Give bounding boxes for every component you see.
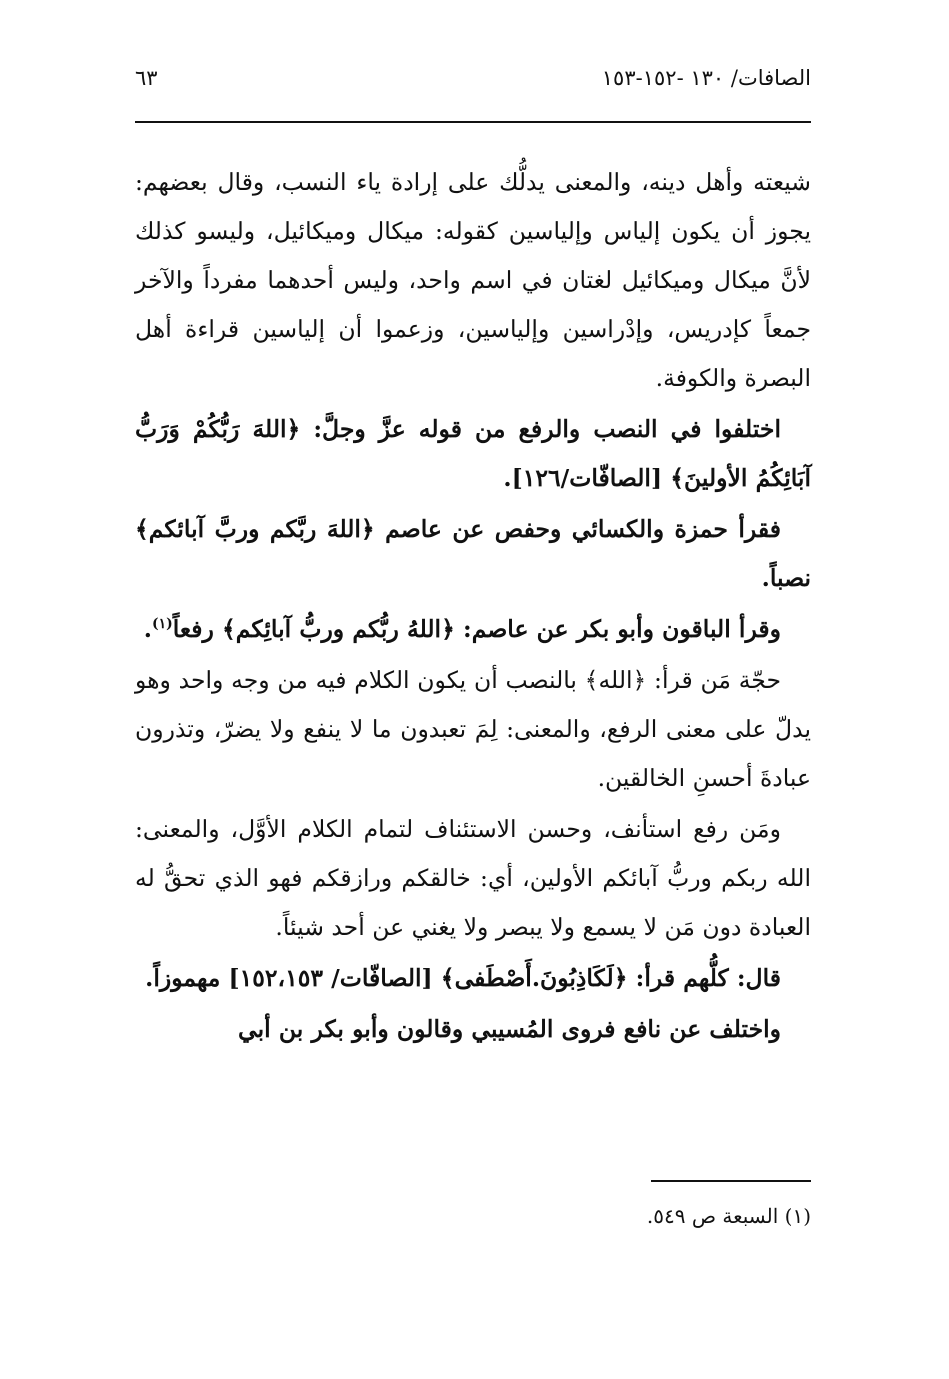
paragraph-6: ومَن رفع استأنف، وحسن الاستئناف لتمام الكلام الأوَّل، والمعنى: الله ربكم وربُّ آبائكم الأولين، أي: خالقكم ورازقكم فهو الذي تحقُّ له العبادة دون مَن لا يسمع ولا يبصر ولا يغني عن أحد شيئاً. (135, 815, 811, 941)
body-text (135, 158, 811, 1054)
paragraph-1: شيعته وأهل دينه، والمعنى يدلُّك على إرادة ياء النسب، وقال بعضهم: يجوز أن يكون إلياس وإلياسين كقوله: ميكال وميكائيل، وليسو كذلك لأنَّ ميكال وميكائيل لغتان في اسم واحد، وليس أحدهما مفرداً والآخر جمعاً كإدريس، وإدْراسين وإلياسين، وزعموا أن إلياسين قراءة أهل البصرة والكوفة. (135, 168, 811, 392)
footnote: (١) السبعة ص ٥٤٩. (646, 1204, 811, 1228)
paragraph-4-tail: . (143, 615, 152, 643)
header-rule (135, 121, 811, 123)
paragraph-4 (135, 605, 811, 654)
paragraph-4-text: وقرأ الباقون وأبو بكر عن عاصم: ﴿اللهُ ربُّكم وربُّ آبائِكم﴾ رفعاً (172, 615, 781, 643)
paragraph-7: قال: كلُّهم قرأ: ﴿لَكَاذِبُونَ.أَصْطَفى﴾ [الصافّات/ ١٥٢،١٥٣] مهموزاً. (145, 964, 781, 992)
book-page (135, 60, 811, 1228)
page-number: ٦٣ (135, 66, 158, 90)
page-header (135, 60, 811, 108)
footnote-reference[interactable]: (١) (151, 616, 173, 633)
paragraph-8: واختلف عن نافع فروى المُسيبي وقالون وأبو بكر بن أبي (238, 1015, 781, 1043)
paragraph-3: فقرأ حمزة والكسائي وحفص عن عاصم ﴿اللهَ ربَّكم وربَّ آبائكم﴾ نصباً. (135, 515, 811, 592)
paragraph-2: اختلفوا في النصب والرفع من قوله عزَّ وجلَّ: ﴿اللهَ رَبُّكُمْ وَرَبُّ آبَائِكُمُ الأولينَ﴾ [الصافّات/١٢٦]. (135, 415, 811, 492)
footnote-rule (651, 1180, 811, 1182)
paragraph-5: حجّة مَن قرأ: ﴿الله﴾ بالنصب أن يكون الكلام فيه من وجه واحد وهو يدلّ على معنى الرفع، والمعنى: لِمَ تعبدون ما لا ينفع ولا يضرّ، وتذرون عبادةَ أحسنِ الخالقين. (135, 666, 811, 792)
running-head: الصافات/ ١٣٠ -١٥٢-١٥٣ (601, 66, 811, 90)
